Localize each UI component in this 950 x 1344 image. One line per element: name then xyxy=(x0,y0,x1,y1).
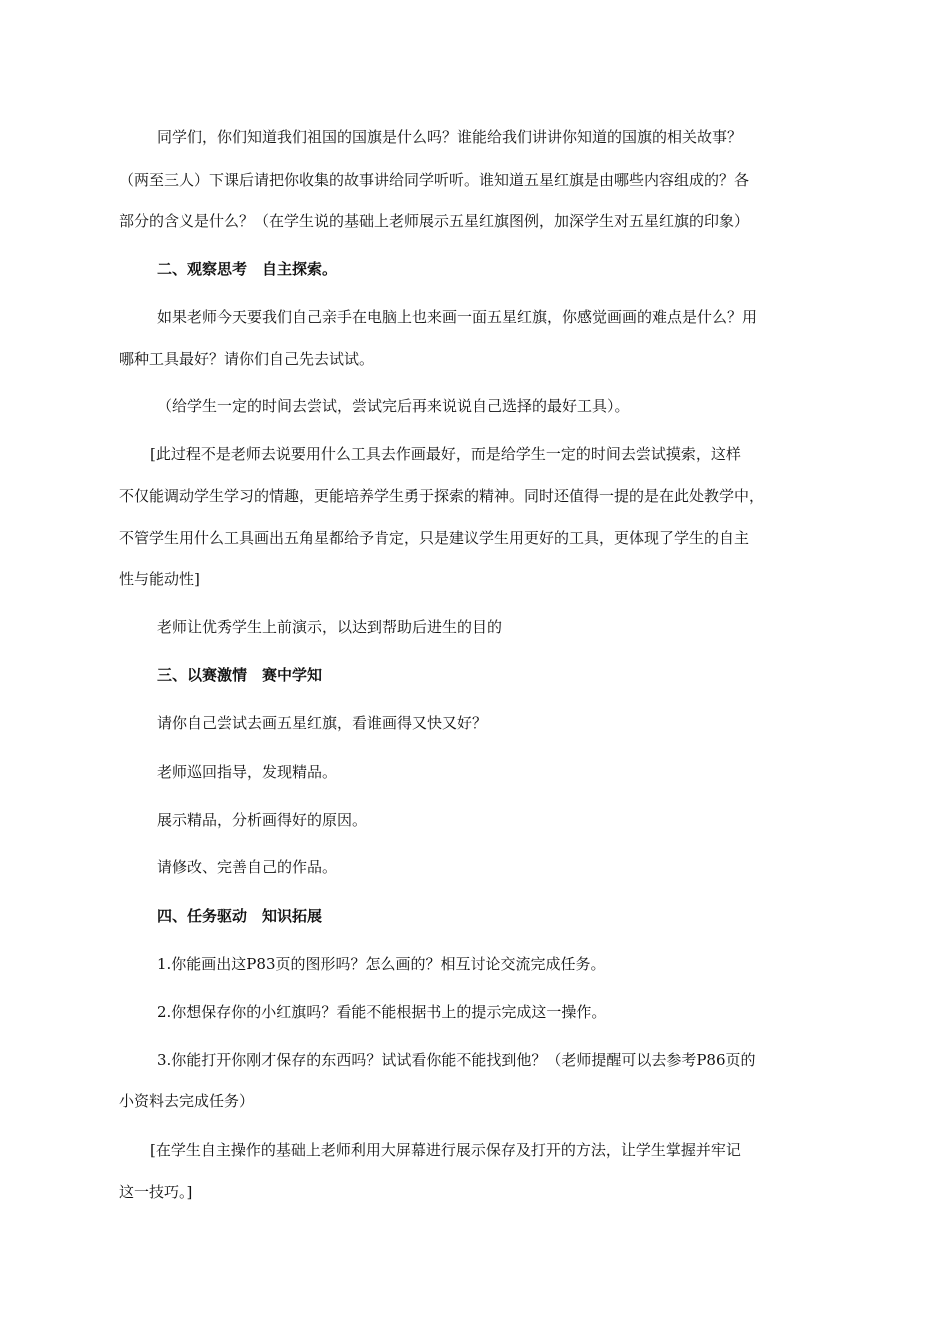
section-4-note-line-1: [在学生自主操作的基础上老师利用大屏幕进行展示保存及打开的方法，让学生掌握并牢记 xyxy=(150,1141,741,1159)
section-2-heading: 二、观察思考 自主探索。 xyxy=(157,260,338,278)
section-3-paragraph-4: 请修改、完善自己的作品。 xyxy=(157,858,338,876)
section-4-item-1: 1.你能画出这P83页的图形吗？怎么画的？相互讨论交流完成任务。 xyxy=(157,955,606,973)
section-4-item-3-line-2: 小资料去完成任务） xyxy=(119,1092,255,1110)
intro-line-1: 同学们，你们知道我们祖国的国旗是什么吗？谁能给我们讲讲你知道的国旗的相关故事？ xyxy=(157,128,743,146)
section-2-note-line-2: 不仅能调动学生学习的情趣，更能培养学生勇于探索的精神。同时还值得一提的是在此处教学中， xyxy=(119,487,765,505)
section-3-paragraph-2: 老师巡回指导，发现精品。 xyxy=(157,763,338,781)
section-3-heading: 三、以赛激情 赛中学知 xyxy=(157,666,323,684)
section-3-paragraph-1: 请你自己尝试去画五星红旗，看谁画得又快又好？ xyxy=(157,714,488,732)
intro-line-3: 部分的含义是什么？（在学生说的基础上老师展示五星红旗图例，加深学生对五星红旗的印象） xyxy=(119,212,750,230)
section-2-note-line-4: 性与能动性] xyxy=(119,570,200,588)
section-4-heading: 四、任务驱动 知识拓展 xyxy=(157,907,323,925)
section-2-paragraph-1-line-2: 哪种工具最好？请你们自己先去试试。 xyxy=(119,350,375,368)
section-2-note-line-1: [此过程不是老师去说要用什么工具去作画最好，而是给学生一定的时间去尝试摸索，这样 xyxy=(150,445,741,463)
section-2-note-line-3: 不管学生用什么工具画出五角星都给予肯定，只是建议学生用更好的工具，更体现了学生的自主 xyxy=(119,529,750,547)
section-3-paragraph-3: 展示精品，分析画得好的原因。 xyxy=(157,811,368,829)
section-4-item-2: 2.你想保存你的小红旗吗？看能不能根据书上的提示完成这一操作。 xyxy=(157,1003,607,1021)
section-2-paragraph-1-line-1: 如果老师今天要我们自己亲手在电脑上也来画一面五星红旗，你感觉画画的难点是什么？用 xyxy=(157,308,758,326)
section-4-item-3-line-1: 3.你能打开你刚才保存的东西吗？试试看你能不能找到他？（老师提醒可以去参考P86页的 xyxy=(157,1051,756,1069)
section-2-paragraph-2: （给学生一定的时间去尝试，尝试完后再来说说自己选择的最好工具）。 xyxy=(157,397,630,415)
intro-line-2: （两至三人）下课后请把你收集的故事讲给同学听听。谁知道五星红旗是由哪些内容组成的？各 xyxy=(119,171,750,189)
section-2-paragraph-3: 老师让优秀学生上前演示，以达到帮助后进生的目的 xyxy=(157,618,503,636)
section-4-note-line-2: 这一技巧。] xyxy=(119,1183,193,1201)
